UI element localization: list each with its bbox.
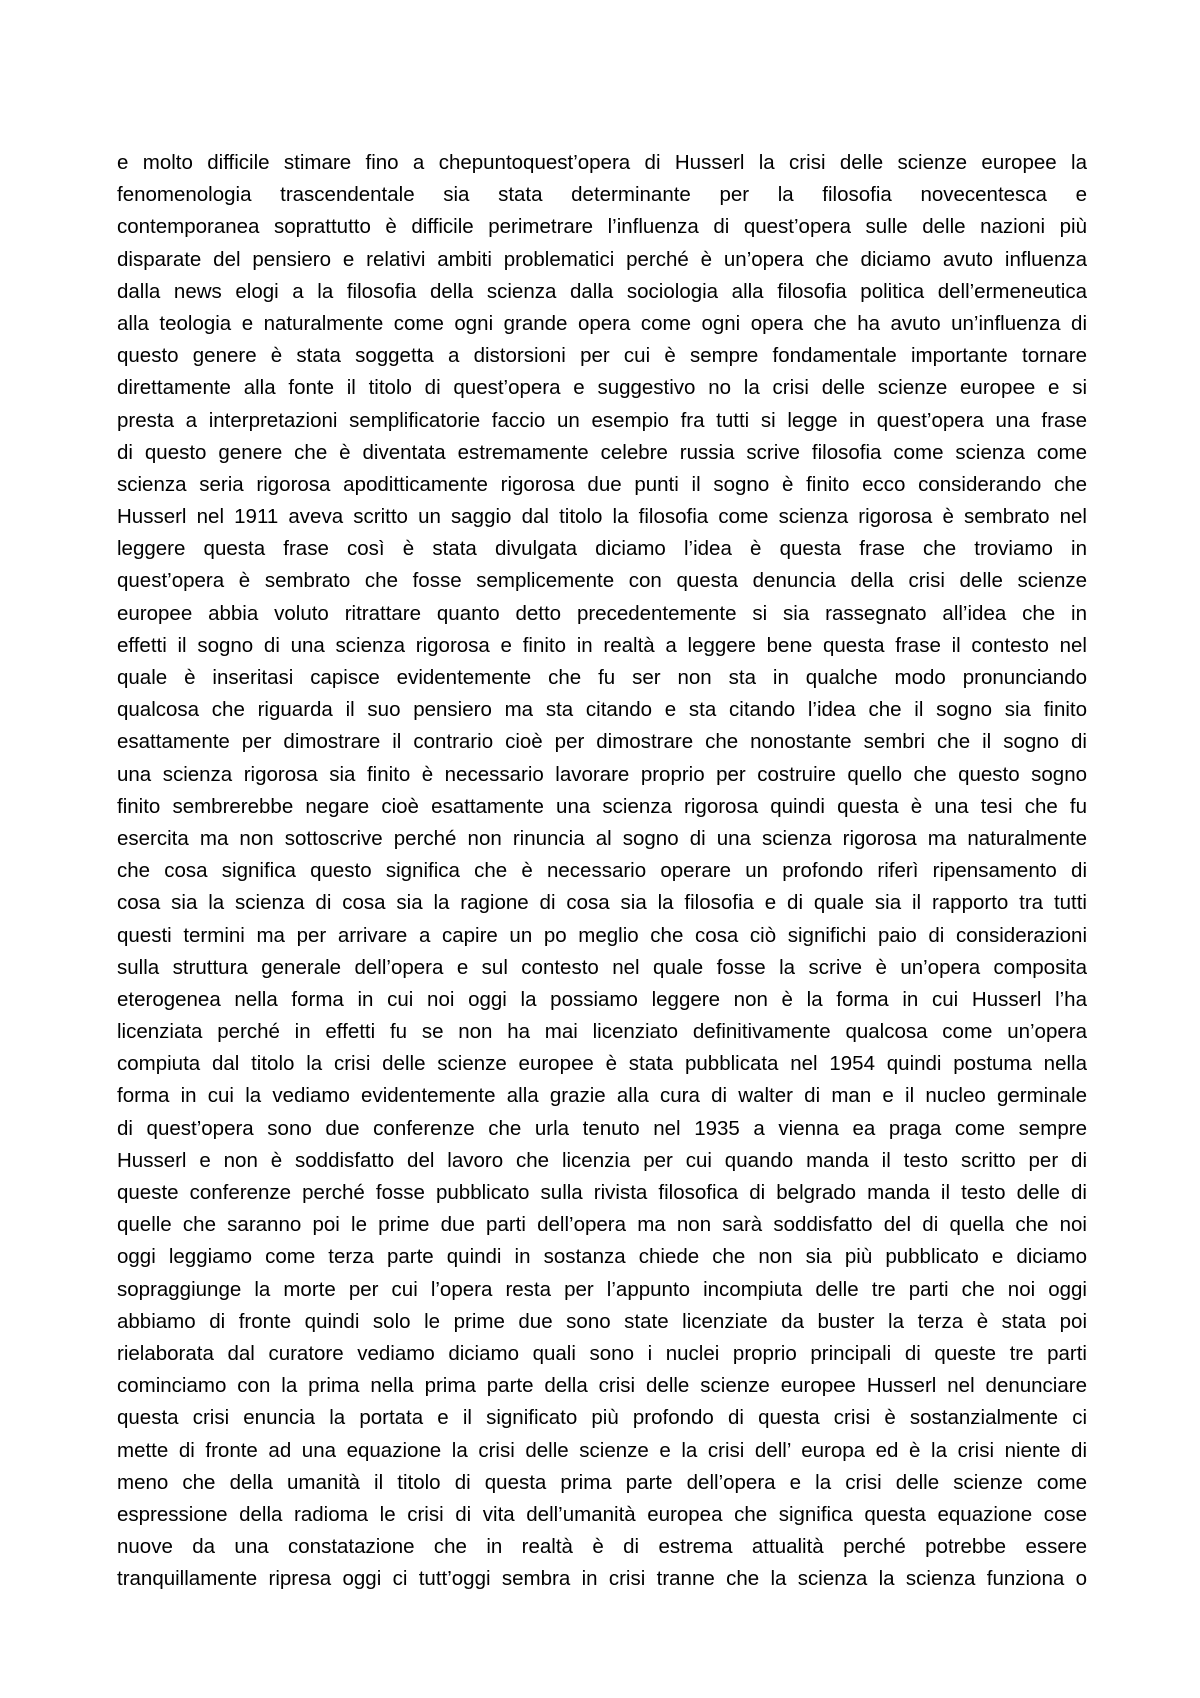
text-line: nuove da una constatazione che in realtà è di estrema attualità perché potrebbe essere — [117, 1535, 1087, 1559]
text-line: una scienza rigorosa sia finito è necessario lavorare proprio per costruire quello che questo sogno — [117, 762, 1087, 786]
text-line: effetti il sogno di una scienza rigorosa e finito in realtà a leggere bene questa frase il contesto nel — [117, 633, 1087, 657]
text-line: di quest’opera sono due conferenze che urla tenuto nel 1935 a vienna ea praga come sempre — [117, 1116, 1087, 1140]
text-line: compiuta dal titolo la crisi delle scienze europee è stata pubblicata nel 1954 quindi postuma nella — [117, 1052, 1087, 1076]
text-line: sulla struttura generale dell’opera e sul contesto nel quale fosse la scrive è un’opera composita — [117, 955, 1087, 979]
text-line: cominciamo con la prima nella prima parte della crisi delle scienze europee Husserl nel denunciare — [117, 1374, 1087, 1398]
text-line: tranquillamente ripresa oggi ci tutt’oggi sembra in crisi tranne che la scienza la scienza funziona o — [117, 1567, 1087, 1591]
text-line: rielaborata dal curatore vediamo diciamo quali sono i nuclei proprio principali di queste tre parti — [117, 1341, 1087, 1365]
text-line: questo genere è stata soggetta a distorsioni per cui è sempre fondamentale importante tornare — [117, 344, 1087, 368]
text-line: Husserl e non è soddisfatto del lavoro che licenzia per cui quando manda il testo scritto per di — [117, 1148, 1087, 1172]
text-line: di questo genere che è diventata estremamente celebre russia scrive filosofia come scienza come — [117, 440, 1087, 464]
text-line: meno che della umanità il titolo di questa prima parte dell’opera e la crisi delle scienze come — [117, 1470, 1087, 1494]
text-line: questa crisi enuncia la portata e il significato più profondo di questa crisi è sostanzialmente ci — [117, 1406, 1087, 1430]
text-line: sopraggiunge la morte per cui l’opera resta per l’appunto incompiuta delle tre parti che noi oggi — [117, 1277, 1087, 1301]
text-line: e molto difficile stimare fino a chepuntoquest’opera di Husserl la crisi delle scienze europee la — [117, 151, 1087, 174]
text-line: finito sembrerebbe negare cioè esattamente una scienza rigorosa quindi questa è una tesi che fu — [117, 794, 1087, 818]
text-line: licenziata perché in effetti fu se non ha mai licenziato definitivamente qualcosa come un’opera — [117, 1020, 1087, 1044]
text-line: questi termini ma per arrivare a capire un po meglio che cosa ciò significhi paio di considerazioni — [117, 923, 1087, 947]
text-line: espressione della radioma le crisi di vita dell’umanità europea che significa questa equazione cose — [117, 1502, 1087, 1526]
text-line: cosa sia la scienza di cosa sia la ragione di cosa sia la filosofia e di quale sia il rapporto tra tutti — [117, 891, 1087, 915]
text-line: che cosa significa questo significa che è necessario operare un profondo riferì ripensamento di — [117, 859, 1087, 883]
text-line: direttamente alla fonte il titolo di quest’opera e suggestivo no la crisi delle scienze europee e si — [117, 376, 1087, 400]
text-line: disparate del pensiero e relativi ambiti problematici perché è un’opera che diciamo avuto influenza — [117, 247, 1087, 271]
text-line: scienza seria rigorosa apoditticamente rigorosa due punti il sogno è finito ecco considerando che — [117, 472, 1087, 496]
text-line: mette di fronte ad una equazione la crisi delle scienze e la crisi dell’ europa ed è la crisi niente di — [117, 1438, 1087, 1462]
text-line: esercita ma non sottoscrive perché non rinuncia al sogno di una scienza rigorosa ma naturalmente — [117, 826, 1087, 850]
text-line: Husserl nel 1911 aveva scritto un saggio dal titolo la filosofia come scienza rigorosa è sembrato nel — [117, 505, 1087, 529]
text-line: abbiamo di fronte quindi solo le prime due sono state licenziate da buster la terza è stata poi — [117, 1309, 1087, 1333]
text-line: dalla news elogi a la filosofia della scienza dalla sociologia alla filosofia politica dell’ermeneutica — [117, 279, 1087, 303]
document-page — [117, 147, 1087, 1595]
text-line: oggi leggiamo come terza parte quindi in sostanza chiede che non sia più pubblicato e diciamo — [117, 1245, 1087, 1269]
text-line: europee abbia voluto ritrattare quanto detto precedentemente si sia rassegnato all’idea che in — [117, 601, 1087, 625]
text-line: contemporanea soprattutto è difficile perimetrare l’influenza di quest’opera sulle delle nazioni più — [117, 215, 1087, 239]
text-line: fenomenologia trascendentale sia stata determinante per la filosofia novecentesca e — [117, 183, 1087, 207]
text-line: queste conferenze perché fosse pubblicato sulla rivista filosofica di belgrado manda il testo delle di — [117, 1181, 1087, 1204]
text-line: quelle che saranno poi le prime due parti dell’opera ma non sarà soddisfatto del di quella che noi — [117, 1213, 1087, 1237]
text-line: qualcosa che riguarda il suo pensiero ma sta citando e sta citando l’idea che il sogno sia finito — [117, 698, 1087, 722]
text-line: leggere questa frase così è stata divulgata diciamo l’idea è questa frase che troviamo in — [117, 537, 1087, 561]
text-line: quest’opera è sembrato che fosse semplicemente con questa denuncia della crisi delle scienze — [117, 569, 1087, 593]
text-line: eterogenea nella forma in cui noi oggi la possiamo leggere non è la forma in cui Husserl l’ha — [117, 987, 1087, 1011]
text-line: forma in cui la vediamo evidentemente alla grazie alla cura di walter di man e il nucleo germinale — [117, 1084, 1087, 1108]
text-line: alla teologia e naturalmente come ogni grande opera come ogni opera che ha avuto un’influenza di — [117, 311, 1087, 335]
text-line: presta a interpretazioni semplificatorie faccio un esempio fra tutti si legge in quest’opera una frase — [117, 408, 1087, 432]
text-line: esattamente per dimostrare il contrario cioè per dimostrare che nonostante sembri che il sogno di — [117, 730, 1087, 754]
text-line: quale è inseritasi capisce evidentemente che fu ser non sta in qualche modo pronunciando — [117, 666, 1087, 689]
